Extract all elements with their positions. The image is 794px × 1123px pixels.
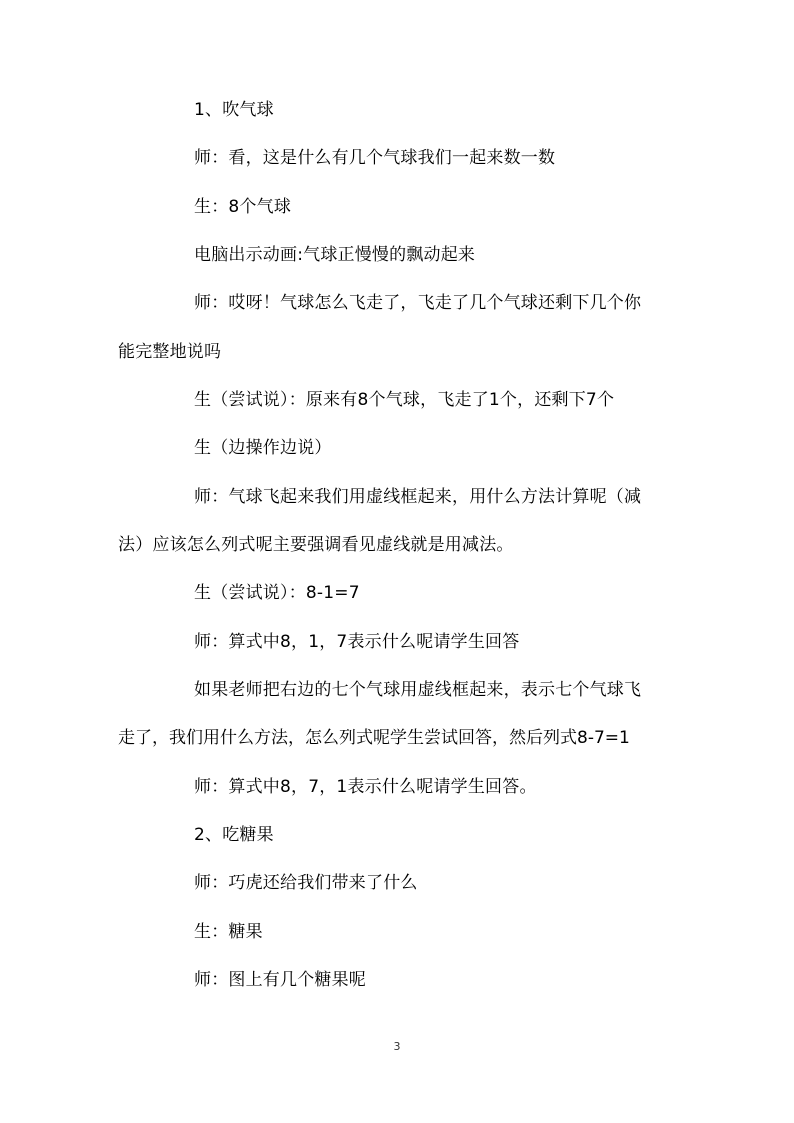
paragraph-line: 走了，我们用什么方法，怎么列式呢学生尝试回答，然后列式8-7=1 [118, 728, 630, 748]
paragraph-line: 师：哎呀！气球怎么飞走了，飞走了几个气球还剩下几个你 [194, 293, 642, 313]
paragraph-line: 能完整地说吗 [118, 342, 222, 362]
paragraph-line: 师：巧虎还给我们带来了什么 [194, 873, 418, 893]
paragraph-line: 生（尝试说）：原来有8个气球，飞走了1个，还剩下7个 [194, 390, 615, 410]
paragraph-line: 生（尝试说）：8-1=7 [194, 583, 360, 603]
paragraph-line: 生（边操作边说） [194, 438, 332, 458]
paragraph-line: 师：算式中8，1，7表示什么呢请学生回答 [194, 632, 520, 652]
paragraph-line: 生：糖果 [194, 922, 263, 942]
paragraph-line: 电脑出示动画:气球正慢慢的飘动起来 [194, 245, 476, 265]
section-heading-blow-balloons: 1、吹气球 [194, 100, 274, 120]
paragraph-line: 师：气球飞起来我们用虚线框起来，用什么方法计算呢（减 [194, 487, 642, 507]
paragraph-line: 如果老师把右边的七个气球用虚线框起来，表示七个气球飞 [194, 680, 642, 700]
page-number: 3 [393, 1040, 401, 1053]
paragraph-line: 师：看，这是什么有几个气球我们一起来数一数 [194, 148, 556, 168]
paragraph-line: 法）应该怎么列式呢主要强调看见虚线就是用减法。 [118, 535, 514, 555]
paragraph-line: 师：图上有几个糖果呢 [194, 970, 366, 990]
section-heading-eat-candy: 2、吃糖果 [194, 825, 274, 845]
paragraph-line: 生：8个气球 [194, 197, 292, 217]
paragraph-line: 师：算式中8，7，1表示什么呢请学生回答。 [194, 777, 537, 797]
